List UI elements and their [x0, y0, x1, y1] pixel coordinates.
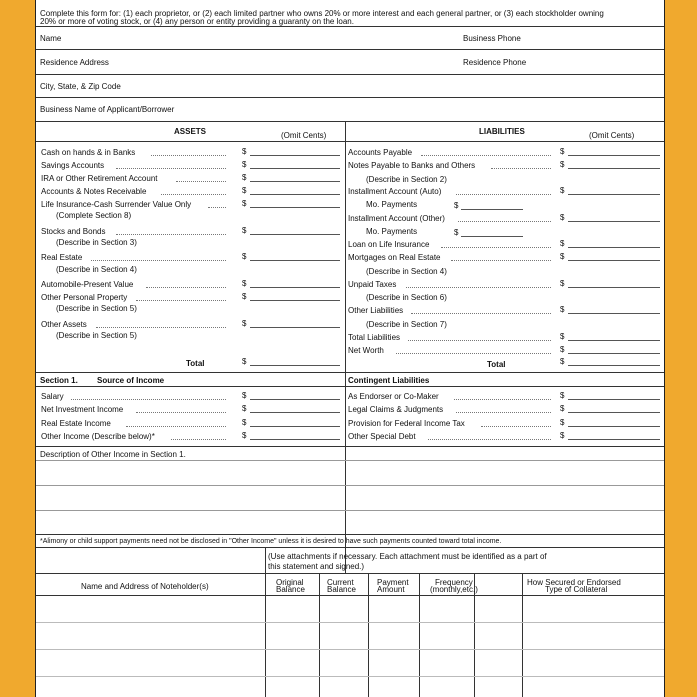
liab-installment-other-input[interactable] [568, 221, 660, 222]
liab-dollar: $ [560, 213, 565, 222]
asset-stocks-sub: (Describe in Section 3) [56, 238, 137, 247]
description-line[interactable] [36, 510, 664, 511]
alimony-note: *Alimony or child support payments need not be disclosed in "Other Income" unless it is desired to have such payments counted toward total income. [40, 538, 502, 545]
asset-other-input[interactable] [250, 327, 340, 328]
liab-loan-life-label: Loan on Life Insurance [348, 240, 430, 249]
asset-other-label: Other Assets [41, 320, 87, 329]
asset-dollar: $ [242, 357, 247, 366]
liab-other-sub: (Describe in Section 7) [366, 320, 447, 329]
income-investment-input[interactable] [250, 412, 340, 413]
liab-mo-payments-label: Mo. Payments [366, 227, 418, 236]
asset-life-insurance-sub: (Complete Section 8) [56, 211, 132, 220]
liab-other-label: Other Liabilities [348, 306, 404, 315]
liab-mortgages-label: Mortgages on Real Estate [348, 253, 441, 262]
section1-title: Section 1. [40, 376, 78, 385]
liab-dollar: $ [560, 332, 565, 341]
liab-loan-life-input[interactable] [568, 247, 660, 248]
liab-unpaid-taxes-label: Unpaid Taxes [348, 280, 397, 289]
asset-cash-input[interactable] [250, 155, 340, 156]
income-other-input[interactable] [250, 439, 340, 440]
asset-dollar: $ [242, 279, 247, 288]
liab-mo-payments-label: Mo. Payments [366, 200, 418, 209]
col-current-header: Current [327, 578, 354, 587]
intro-line-2: 20% or more of voting stock, or (4) any person or entity providing a guaranty on the loan. [40, 17, 354, 26]
table-row[interactable] [36, 622, 664, 623]
contingent-endorser-input[interactable] [568, 399, 660, 400]
liab-total-input[interactable] [568, 365, 660, 366]
description-line[interactable] [36, 460, 664, 461]
financial-statement-form [35, 0, 665, 697]
liab-unpaid-taxes-input[interactable] [568, 287, 660, 288]
intro-line-1: Complete this form for: (1) each proprietor, or (2) each limited partner who owns 20% or more interest and each general partner, or (3) each stockholder owning [40, 9, 604, 18]
asset-dollar: $ [242, 404, 247, 413]
name-field[interactable]: Name [40, 34, 62, 43]
col-frequency-header: Frequency [435, 578, 473, 587]
liab-net-worth-input[interactable] [568, 353, 660, 354]
asset-dollar: $ [242, 391, 247, 400]
asset-dollar: $ [242, 319, 247, 328]
liab-installment-other-label: Installment Account (Other) [348, 214, 445, 223]
contingent-tax-input[interactable] [568, 426, 660, 427]
table-row[interactable] [36, 676, 664, 677]
asset-dollar: $ [242, 226, 247, 235]
col-payment-header: Payment [377, 578, 409, 587]
asset-dollar: $ [242, 186, 247, 195]
asset-cash-label: Cash on hands & in Banks [41, 148, 136, 157]
contingent-special-debt-label: Other Special Debt [348, 432, 416, 441]
liab-dollar: $ [560, 160, 565, 169]
asset-real-estate-label: Real Estate [41, 253, 83, 262]
liab-dollar: $ [560, 252, 565, 261]
asset-stocks-input[interactable] [250, 234, 340, 235]
income-salary-label: Salary [41, 392, 64, 401]
asset-real-estate-input[interactable] [250, 260, 340, 261]
residence-address-field[interactable]: Residence Address [40, 58, 109, 67]
liab-dollar: $ [560, 391, 565, 400]
asset-dollar: $ [242, 199, 247, 208]
liab-mortgages-input[interactable] [568, 260, 660, 261]
liab-dollar: $ [454, 201, 459, 210]
liab-dollar: $ [560, 186, 565, 195]
asset-dollar: $ [242, 173, 247, 182]
income-real-estate-label: Real Estate Income [41, 419, 111, 428]
liab-installment-auto-input[interactable] [568, 194, 660, 195]
liab-total-liabilities-input[interactable] [568, 340, 660, 341]
liab-dollar: $ [560, 305, 565, 314]
description-line[interactable] [36, 485, 664, 486]
liab-unpaid-sub: (Describe in Section 6) [366, 293, 447, 302]
income-salary-input[interactable] [250, 399, 340, 400]
asset-dollar: $ [242, 147, 247, 156]
liab-dollar: $ [560, 431, 565, 440]
liab-mo-payments-other-input[interactable] [461, 236, 523, 237]
assets-total-input[interactable] [250, 365, 340, 366]
asset-personal-property-label: Other Personal Property [41, 293, 128, 302]
income-investment-label: Net Investment Income [41, 405, 124, 414]
liab-dollar: $ [560, 404, 565, 413]
assets-omit-cents: (Omit Cents) [281, 131, 327, 140]
residence-phone-field[interactable]: Residence Phone [463, 58, 527, 67]
table-row[interactable] [36, 649, 664, 650]
asset-dollar: $ [242, 431, 247, 440]
attachments-line-1: (Use attachments if necessary. Each attachment must be identified as a part of [268, 552, 547, 561]
asset-dollar: $ [242, 160, 247, 169]
income-other-label: Other Income (Describe below)* [41, 432, 155, 441]
liabilities-header: LIABILITIES [479, 127, 525, 136]
liab-mortgages-sub: (Describe in Section 4) [366, 267, 447, 276]
liab-mo-payments-auto-input[interactable] [461, 209, 523, 210]
asset-savings-input[interactable] [250, 168, 340, 169]
assets-total-label: Total [186, 359, 205, 368]
asset-savings-label: Savings Accounts [41, 161, 105, 170]
liab-net-worth-label: Net Worth [348, 346, 384, 355]
col-frequency-header-2: (monthly,etc.) [430, 585, 478, 594]
col-original-header-2: Balance [276, 585, 305, 594]
asset-ira-input[interactable] [250, 181, 340, 182]
liab-accounts-payable-input[interactable] [568, 155, 660, 156]
contingent-title: Contingent Liabilities [348, 376, 430, 385]
asset-dollar: $ [242, 292, 247, 301]
asset-ira-label: IRA or Other Retirement Account [41, 174, 158, 183]
liab-other-input[interactable] [568, 313, 660, 314]
contingent-special-debt-input[interactable] [568, 439, 660, 440]
asset-life-insurance-label: Life Insurance-Cash Surrender Value Only [41, 200, 192, 209]
business-name-field[interactable]: Business Name of Applicant/Borrower [40, 105, 175, 114]
asset-dollar: $ [242, 418, 247, 427]
attachments-line-2: this statement and signed.) [268, 562, 365, 571]
asset-receivable-input[interactable] [250, 194, 340, 195]
liab-accounts-payable-label: Accounts Payable [348, 148, 413, 157]
asset-stocks-label: Stocks and Bonds [41, 227, 106, 236]
asset-life-insurance-input[interactable] [250, 207, 340, 208]
asset-automobile-label: Automobile-Present Value [41, 280, 134, 289]
liab-notes-sub: (Describe in Section 2) [366, 175, 447, 184]
liab-dollar: $ [560, 147, 565, 156]
contingent-endorser-label: As Endorser or Co-Maker [348, 392, 439, 401]
asset-personal-property-sub: (Describe in Section 5) [56, 304, 137, 313]
liab-notes-payable-input[interactable] [568, 168, 660, 169]
col-noteholder-header: Name and Address of Noteholder(s) [81, 582, 209, 591]
liab-total-label: Total [487, 360, 506, 369]
liab-notes-payable-label: Notes Payable to Banks and Others [348, 161, 476, 170]
liab-dollar: $ [560, 279, 565, 288]
contingent-legal-label: Legal Claims & Judgments [348, 405, 444, 414]
liab-dollar: $ [560, 239, 565, 248]
liab-dollar: $ [560, 345, 565, 354]
liab-dollar: $ [560, 357, 565, 366]
liabilities-omit-cents: (Omit Cents) [589, 131, 635, 140]
col-payment-header-2: Amount [377, 585, 405, 594]
asset-real-estate-sub: (Describe in Section 4) [56, 265, 137, 274]
liab-installment-auto-label: Installment Account (Auto) [348, 187, 442, 196]
business-phone-field[interactable]: Business Phone [463, 34, 521, 43]
asset-automobile-input[interactable] [250, 287, 340, 288]
asset-dollar: $ [242, 252, 247, 261]
col-secured-header-2: Type of Collateral [545, 585, 608, 594]
city-state-zip-field[interactable]: City, State, & Zip Code [40, 82, 121, 91]
asset-personal-property-input[interactable] [250, 300, 340, 301]
contingent-tax-label: Provision for Federal Income Tax [348, 419, 465, 428]
col-original-header: Original [276, 578, 304, 587]
asset-other-sub: (Describe in Section 5) [56, 331, 137, 340]
col-current-header-2: Balance [327, 585, 356, 594]
liab-total-liabilities-label: Total Liabilities [348, 333, 401, 342]
section1-subtitle: Source of Income [97, 376, 165, 385]
contingent-legal-input[interactable] [568, 412, 660, 413]
liab-dollar: $ [560, 418, 565, 427]
liab-dollar: $ [454, 228, 459, 237]
income-real-estate-input[interactable] [250, 426, 340, 427]
col-secured-header: How Secured or Endorsed [527, 578, 621, 587]
assets-header: ASSETS [174, 127, 207, 136]
description-label: Description of Other Income in Section 1. [40, 450, 186, 459]
asset-receivable-label: Accounts & Notes Receivable [41, 187, 147, 196]
